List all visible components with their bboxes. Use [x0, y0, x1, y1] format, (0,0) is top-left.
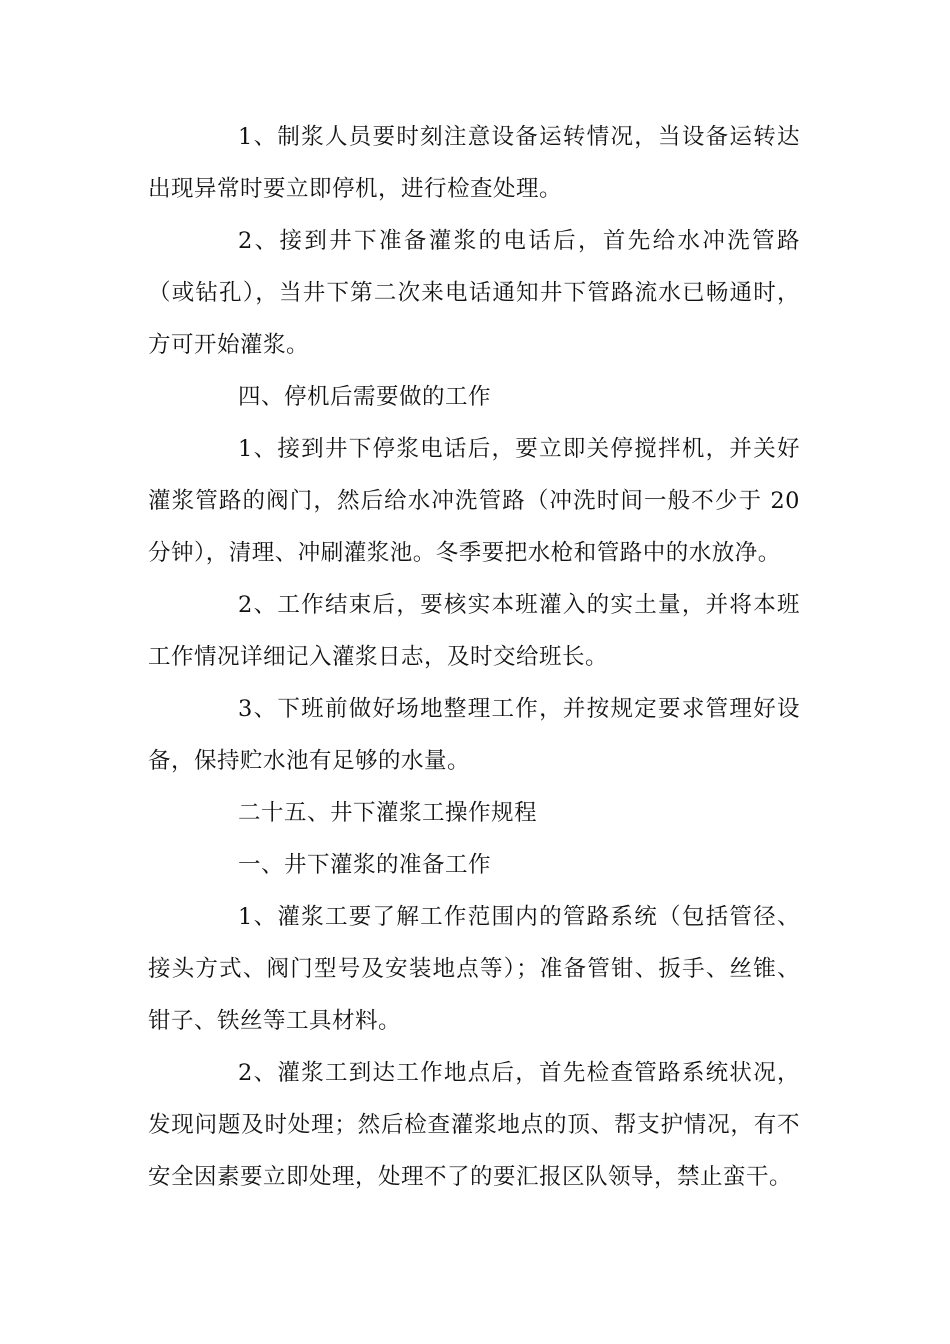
paragraph-stop-mixer-and-flush: 1、接到井下停浆电话后，要立即关停搅拌机，并关好灌浆管路的阀门，然后给水冲洗管路（冲洗时间一般不少于 20 分钟），清理、冲刷灌浆池。冬季要把水枪和管路中的水放净。: [148, 436, 800, 566]
paragraph-site-cleanup: 3、下班前做好场地整理工作，并按规定要求管理好设备，保持贮水池有足够的水量。: [148, 696, 800, 774]
paragraph-slurry-operator-monitoring: 1、制浆人员要时刻注意设备运转情况，当设备运转达出现异常时要立即停机，进行检查处理。: [148, 124, 800, 202]
document-body: [148, 111, 800, 1203]
paragraph-record-grouting-log: 2、工作结束后，要核实本班灌入的实土量，并将本班工作情况详细记入灌浆日志，及时交给班长。: [148, 592, 800, 670]
paragraph-know-pipeline-system: 1、灌浆工要了解工作范围内的管路系统（包括管径、接头方式、阀门型号及安装地点等）；准备管钳、扳手、丝锥、钳子、铁丝等工具材料。: [148, 904, 800, 1034]
section-heading-after-shutdown: 四、停机后需要做的工作: [238, 384, 492, 410]
section-heading-preparation: 一、井下灌浆的准备工作: [238, 852, 492, 878]
paragraph-inspect-on-arrival: 2、灌浆工到达工作地点后，首先检查管路系统状况，发现问题及时处理；然后检查灌浆地点的顶、帮支护情况，有不安全因素要立即处理，处理不了的要汇报区队领导，禁止蛮干。: [148, 1060, 800, 1190]
paragraph-flush-before-grouting: 2、接到井下准备灌浆的电话后，首先给水冲洗管路（或钻孔），当井下第二次来电话通知井下管路流水已畅通时，方可开始灌浆。: [148, 228, 800, 358]
chapter-heading-underground-grouting: 二十五、井下灌浆工操作规程: [238, 800, 538, 826]
